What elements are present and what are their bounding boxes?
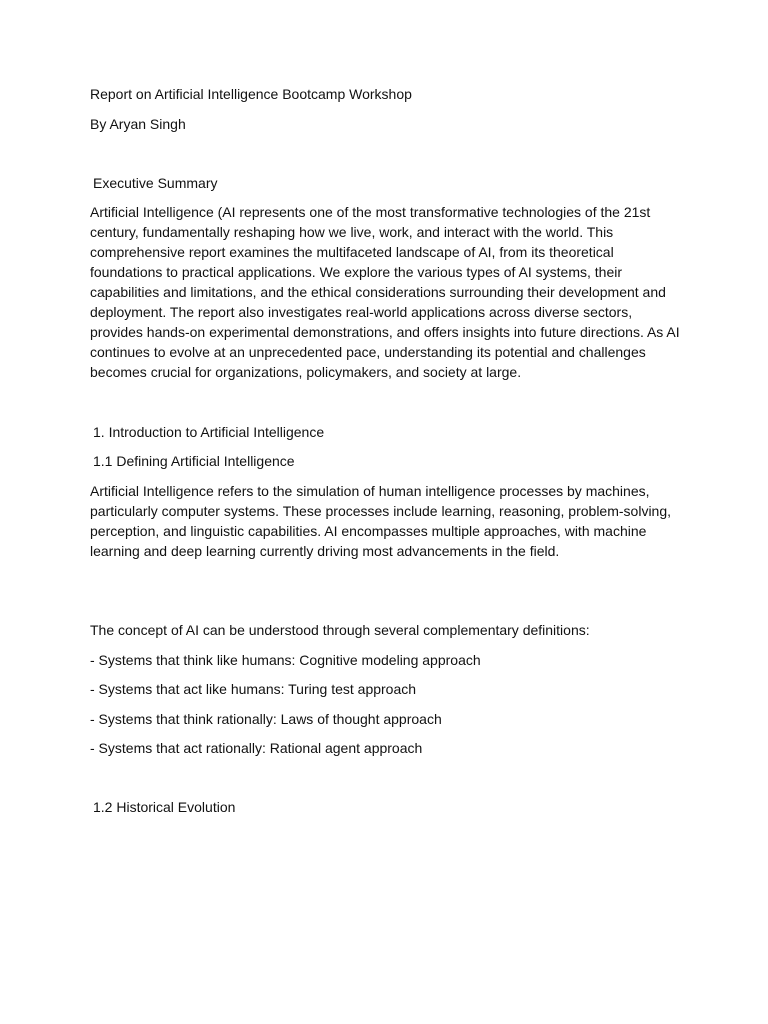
definition-item: - Systems that act like humans: Turing test approach: [90, 681, 417, 697]
executive-summary-heading: Executive Summary: [93, 175, 218, 191]
definition-item: - Systems that think rationally: Laws of thought approach: [90, 711, 442, 727]
section-1-2-heading: 1.2 Historical Evolution: [93, 799, 236, 815]
definition-item: - Systems that think like humans: Cognitive modeling approach: [90, 652, 481, 668]
definitions-intro: The concept of AI can be understood through several complementary definitions:: [90, 622, 590, 638]
definition-item: - Systems that act rationally: Rational agent approach: [90, 740, 423, 756]
document-author: By Aryan Singh: [90, 116, 186, 132]
document-title: Report on Artificial Intelligence Bootcamp Workshop: [90, 86, 412, 102]
executive-summary-body: Artificial Intelligence (AI represents one of the most transformative technologies of the 21st century, fundamentally reshaping how we live, work, and interact with the world. This comprehensive report examines the multifaceted landscape of AI, from its theoretical foundations to practical applications. We explore the various types of AI systems, their capabilities and limitations, and the ethical considerations surrounding their development and deployment. The report also investigates real-world applications across diverse sectors, provides hands-on experimental demonstrations, and offers insights into future directions. As AI continues to evolve at an unprecedented pace, understanding its potential and challenges becomes crucial for organizations, policymakers, and society at large.: [90, 204, 680, 380]
section-1-1-heading: 1.1 Defining Artificial Intelligence: [93, 453, 295, 469]
section-1-1-body: Artificial Intelligence refers to the simulation of human intelligence processes by machines, particularly computer systems. These processes include learning, reasoning, problem-solving, perception, and linguistic capabilities. AI encompasses multiple approaches, with machine learning and deep learning currently driving most advancements in the field.: [90, 483, 672, 559]
section-1-heading: 1. Introduction to Artificial Intelligence: [93, 424, 325, 440]
